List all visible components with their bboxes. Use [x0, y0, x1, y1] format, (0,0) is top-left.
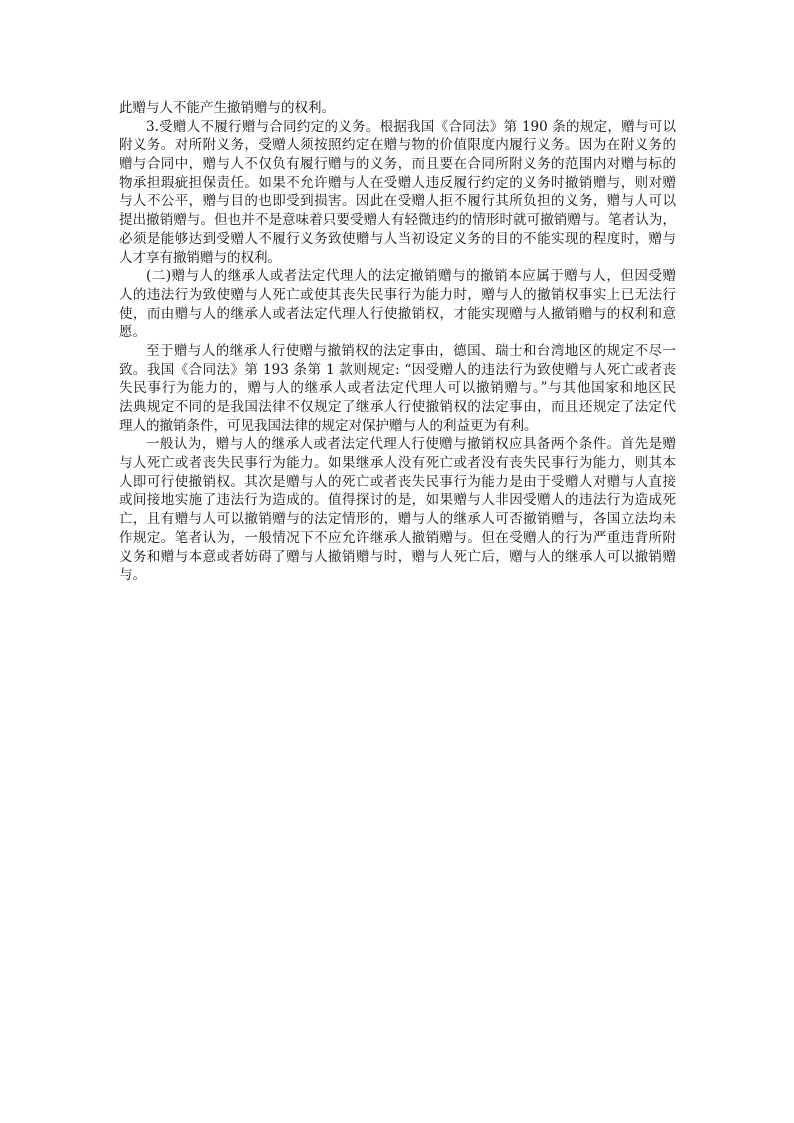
text-line: 与人死亡或者丧失民事行为能力。如果继承人没有死亡或者没有丧失民事行为能力，则其本	[119, 455, 676, 472]
text-line: 物承担瑕疵担保责任。如果不允许赠与人在受赠人违反履行约定的义务时撤销赠与，则对赠	[119, 174, 676, 191]
text-line: 与。	[119, 567, 146, 584]
paragraph-section-2	[119, 267, 676, 342]
text-line: 提出撤销赠与。但也并不是意味着只要受赠人有轻微违约的情形时就可撤销赠与。笔者认为，	[119, 212, 676, 229]
text-line: 赠与合同中，赠与人不仅负有履行赠与的义务，而且要在合同所附义务的范围内对赠与标的	[119, 156, 676, 173]
text-line: 人的违法行为致使赠与人死亡或使其丧失民事行为能力时，赠与人的撤销权事实上已无法行	[119, 286, 676, 303]
text-line: (二)赠与人的继承人或者法定代理人的法定撤销赠与的撤销本应属于赠与人，但因受赠	[146, 268, 676, 285]
text-line: 义务和赠与本意或者妨碍了赠与人撤销赠与时，赠与人死亡后，赠与人的继承人可以撤销赠	[119, 548, 676, 565]
text-line: 致。我国《合同法》第 193 条第 1 款则规定: “因受赠人的违法行为致使赠与人死亡或者丧	[119, 361, 676, 378]
document-body	[119, 99, 676, 585]
text-line: 或间接地实施了违法行为造成的。值得探讨的是，如果赠与人非因受赠人的违法行为造成死	[119, 492, 676, 509]
text-line: 失民事行为能力的，赠与人的继承人或者法定代理人可以撤销赠与。”与其他国家和地区民	[119, 380, 676, 397]
text-line: 使，而由赠与人的继承人或者法定代理人行使撤销权，才能实现赠与人撤销赠与的权利和意	[119, 305, 676, 322]
text-line: 至于赠与人的继承人行使赠与撤销权的法定事由，德国、瑞士和台湾地区的规定不尽一	[146, 342, 676, 359]
paragraph-statutory-grounds	[119, 342, 676, 435]
text-line: 人才享有撤销赠与的权利。	[119, 249, 281, 266]
text-line: 一般认为，赠与人的继承人或者法定代理人行使赠与撤销权应具备两个条件。首先是赠	[146, 436, 676, 453]
text-line: 人即可行使撤销权。其次是赠与人的死亡或者丧失民事行为能力是由于受赠人对赠与人直接	[119, 473, 676, 490]
text-line: 作规定。笔者认为，一般情况下不应允许继承人撤销赠与。但在受赠人的行为严重违背所附	[119, 529, 676, 546]
text-line: 必须是能够达到受赠人不履行义务致使赠与人当初设定义务的目的不能实现的程度时，赠与	[119, 230, 676, 247]
paragraph-item-3	[119, 118, 676, 268]
paragraph-conditions	[119, 435, 676, 585]
text-line: 3.受赠人不履行赠与合同约定的义务。根据我国《合同法》第 190 条的规定，赠与可以	[146, 118, 676, 135]
text-line: 理人的撤销条件，可见我国法律的规定对保护赠与人的利益更为有利。	[119, 417, 538, 434]
paragraph-continuation	[119, 99, 676, 118]
text-line: 愿。	[119, 324, 146, 341]
text-line: 法典规定不同的是我国法律不仅规定了继承人行使撤销权的法定事由，而且还规定了法定代	[119, 399, 676, 415]
text-line: 与人不公平，赠与目的也即受到损害。因此在受赠人拒不履行其所负担的义务，赠与人可以	[119, 193, 676, 210]
text-line: 附义务。对所附义务，受赠人须按照约定在赠与物的价值限度内履行义务。因为在附义务的	[119, 137, 676, 154]
text-line: 亡，且有赠与人可以撤销赠与的法定情形的，赠与人的继承人可否撤销赠与，各国立法均未	[119, 511, 676, 528]
text-line: 此赠与人不能产生撤销赠与的权利。	[119, 100, 335, 116]
